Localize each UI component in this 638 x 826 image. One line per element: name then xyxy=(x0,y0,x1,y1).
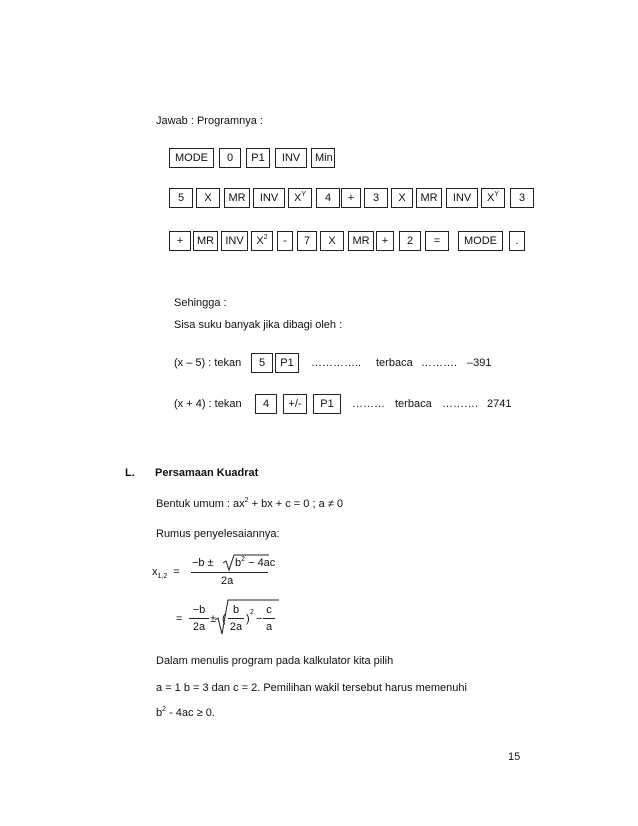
plus-minus: ± xyxy=(210,613,217,625)
x-symbol: x xyxy=(152,566,158,578)
minus-sign: − xyxy=(256,613,263,625)
rumus-label: Rumus penyelesaiannya: xyxy=(156,528,280,540)
b-symbol: b xyxy=(232,604,240,616)
page-number: 15 xyxy=(508,751,521,763)
bentuk-prefix: Bentuk umum : ax xyxy=(156,498,245,510)
key-dot: . xyxy=(509,231,525,251)
dalam-paragraph: Dalam menulis program pada kalkulator kita pilih xyxy=(156,655,394,667)
b-sup: 2 xyxy=(241,556,246,563)
fraction-bar xyxy=(228,618,244,619)
fraction-bar xyxy=(189,618,209,619)
divisor-x-plus-4: (x + 4) : tekan xyxy=(174,398,242,410)
key-sup: 2 xyxy=(263,234,268,241)
dots: ……… xyxy=(352,398,385,410)
key-mode: MODE xyxy=(458,231,503,251)
formula-denominator: 2a xyxy=(221,575,234,587)
key-3: 3 xyxy=(364,188,388,208)
key-x-squared xyxy=(251,231,273,251)
key-4: 4 xyxy=(255,394,277,414)
key-minus: - xyxy=(277,231,293,251)
key-equals: = xyxy=(425,231,449,251)
open-paren: ( xyxy=(222,613,226,625)
dots: ………….. xyxy=(311,357,362,369)
key-plus: + xyxy=(169,231,191,251)
b-sup: 2 xyxy=(162,706,167,713)
key-3: 3 xyxy=(510,188,534,208)
bentuk-umum xyxy=(156,497,343,511)
minus-b-pm: −b ± xyxy=(192,557,214,569)
section-title: Persamaan Kuadrat xyxy=(155,467,259,479)
key-label: X xyxy=(486,192,495,204)
key-2: 2 xyxy=(399,231,421,251)
terbaca-label: terbaca xyxy=(376,357,413,369)
section-letter: L. xyxy=(125,467,135,479)
key-plus: + xyxy=(341,188,361,208)
bentuk-sup: 2 xyxy=(244,497,249,504)
two-a: 2a xyxy=(229,621,243,633)
key-inv: INV xyxy=(221,231,248,251)
key-p1: P1 xyxy=(246,148,270,168)
dots: ………. xyxy=(421,357,458,369)
pilih-paragraph: a = 1 b = 3 dan c = 2. Pemilihan wakil tersebut harus memenuhi xyxy=(156,682,467,694)
key-inv: INV xyxy=(446,188,478,208)
key-x: X xyxy=(196,188,220,208)
minus-4ac: − 4ac xyxy=(245,557,276,569)
formula-numerator xyxy=(192,556,214,570)
key-plus-minus: +/- xyxy=(283,394,307,414)
key-label: X xyxy=(293,192,302,204)
result-value: 2741 xyxy=(487,398,512,410)
key-inv: INV xyxy=(275,148,307,168)
x-subscript: 1,2 xyxy=(157,573,168,580)
key-mr: MR xyxy=(416,188,442,208)
key-0: 0 xyxy=(219,148,241,168)
key-min: Min xyxy=(311,148,335,168)
divisor-x-minus-5: (x – 5) : tekan xyxy=(174,357,242,369)
key-7: 7 xyxy=(297,231,317,251)
equals-sign: = xyxy=(173,566,180,578)
key-mr: MR xyxy=(348,231,374,251)
key-inv: INV xyxy=(253,188,285,208)
key-plus: + xyxy=(376,231,394,251)
key-5: 5 xyxy=(251,353,273,373)
key-x: X xyxy=(391,188,413,208)
fraction-bar xyxy=(263,618,275,619)
key-x: X xyxy=(320,231,344,251)
key-mr: MR xyxy=(224,188,250,208)
key-p1: P1 xyxy=(313,394,341,414)
dots: ………. xyxy=(442,398,479,410)
equals-sign: = xyxy=(176,613,183,625)
result-value: –391 xyxy=(467,357,492,369)
key-5: 5 xyxy=(169,188,193,208)
close-paren: ) xyxy=(246,613,250,625)
neg-b: −b xyxy=(192,604,206,616)
b-symbol: b xyxy=(235,557,242,569)
b-symbol: b xyxy=(156,707,163,719)
a-symbol: a xyxy=(265,621,273,633)
key-x-pow-y xyxy=(288,188,312,208)
formula-lhs xyxy=(152,565,180,579)
key-4: 4 xyxy=(316,188,340,208)
radicand xyxy=(235,556,275,570)
sisa-label: Sisa suku banyak jika dibagi oleh : xyxy=(174,319,343,331)
key-mr: MR xyxy=(193,231,218,251)
bentuk-suffix: + bx + c = 0 ; a ≠ 0 xyxy=(248,498,343,510)
syarat-rest: - 4ac ≥ 0. xyxy=(166,707,215,719)
terbaca-label: terbaca xyxy=(395,398,432,410)
jawab-label: Jawab : Programnya : xyxy=(156,115,263,127)
syarat-line xyxy=(156,706,215,720)
c-symbol: c xyxy=(266,604,272,616)
key-x-pow-y xyxy=(481,188,505,208)
key-sup: Y xyxy=(494,191,499,198)
square-sup: 2 xyxy=(250,609,254,616)
key-mode: MODE xyxy=(169,148,214,168)
key-p1: P1 xyxy=(275,353,299,373)
fraction-bar xyxy=(191,572,268,573)
two-a: 2a xyxy=(192,621,206,633)
key-sup: Y xyxy=(301,191,306,198)
sehingga-label: Sehingga : xyxy=(174,297,227,309)
key-label: X xyxy=(256,235,264,247)
